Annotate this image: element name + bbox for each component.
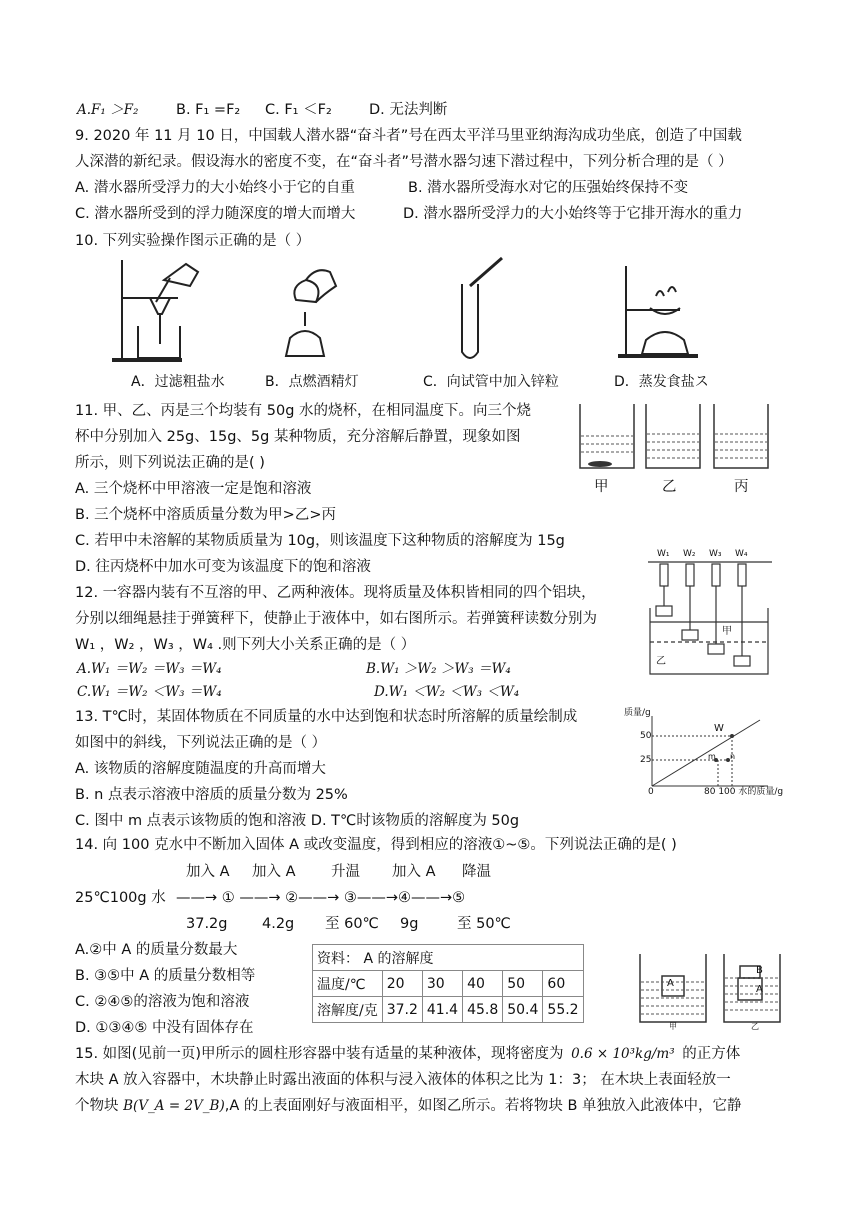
q11-label-bing: 丙	[734, 479, 749, 495]
q12-stem-line3: W₁ ，W₂ ，W₃ ，W₄ .则下列大小关系正确的是（ ）	[75, 637, 416, 653]
q11-stem-line3: 所示，则下列说法正确的是( )	[75, 455, 265, 471]
table-cell: 41.4	[422, 997, 462, 1023]
table-title: 资料： A 的溶解度	[313, 945, 584, 971]
q15-fig-yi: 乙	[751, 1022, 759, 1031]
q8-option-c: C. F₁ ＜F₂	[265, 102, 332, 118]
solubility-table	[312, 944, 584, 1023]
q8-option-b: B. F₁ =F₂	[176, 102, 241, 118]
q15-line3-text: 个物块	[75, 1098, 119, 1114]
q12-fig-jia: 甲	[722, 626, 732, 637]
q14-amt-2: 4.2g	[262, 916, 295, 932]
q15-density: 0.6 × 10³kg/m³	[571, 1046, 675, 1062]
q9-option-a: A. 潜水器所受浮力的大小始终小于它的自重	[75, 180, 355, 196]
q15-fig-block-a2: A	[756, 984, 763, 995]
q12-stem-line2: 分别以细绳悬挂于弹簧秤下，使静止于液体中，如右图所示。若弹簧秤读数分别为	[75, 611, 597, 627]
table-cell: 50.4	[503, 997, 543, 1023]
table-cell: 温度/℃	[313, 971, 383, 997]
table-row-solubility	[313, 997, 584, 1023]
q15-line2: 木块 A 放入容器中，木块静止时露出液面的体积与浸入液体的体积之比为 1：3； 在木块上表面轻放一	[75, 1072, 731, 1088]
q9-option-d: D. 潜水器所受浮力的大小始终等于它排开海水的重力	[403, 206, 743, 222]
q12-fig-w2: W₂	[683, 549, 696, 559]
q14-amt-3: 至 60℃	[325, 916, 379, 932]
q11-label-yi: 乙	[662, 479, 677, 495]
q15-volume-formula: B(V_A = 2V_B)	[123, 1098, 225, 1114]
q13-graph-n: n	[730, 752, 736, 761]
table-cell: 37.2	[382, 997, 422, 1023]
q13-graph-y25: 25	[640, 755, 652, 765]
table-cell: 45.8	[463, 997, 503, 1023]
q15-fig-jia: 甲	[669, 1022, 677, 1031]
q12-fig-w1: W₁	[657, 549, 670, 559]
q13-graph-xlabel: 80 100 水的质量/g	[704, 787, 784, 797]
q11-beakers-figure	[572, 402, 780, 474]
q15-fig-block-b: B	[756, 965, 763, 976]
q12-option-b: B.W₁ ＞W₂ ＞W₃ ＝W₄	[366, 661, 511, 677]
q11-stem-line1: 11. 甲、乙、丙是三个均装有 50g 水的烧杯，在相同温度下。向三个烧	[75, 403, 532, 419]
q14-start: 25℃100g 水	[75, 890, 166, 906]
q13-graph-origin: 0	[648, 787, 654, 797]
q15-line1-tail: 的正方体	[682, 1046, 741, 1062]
q14-op-1: 加入 A	[186, 864, 230, 880]
q11-option-b: B. 三个烧杯中溶质质量分数为甲>乙>丙	[75, 507, 336, 523]
q13-graph-m: m	[708, 752, 716, 761]
table-cell: 40	[463, 971, 503, 997]
q8-option-a: A.F₁ ＞F₂	[77, 102, 139, 118]
q12-fig-w4: W₄	[735, 549, 748, 559]
q10-caption-b: B．点燃酒精灯	[265, 374, 359, 390]
q12-stem-line1: 12. 一容器内装有不互溶的甲、乙两种液体。现将质量及体积皆相同的四个铝块，	[75, 585, 596, 601]
q14-option-b: B. ③⑤中 A 的质量分数相等	[75, 968, 256, 984]
table-cell: 20	[382, 971, 422, 997]
table-row-title	[313, 945, 584, 971]
q10-apparatus-figure	[110, 256, 800, 374]
q11-option-d: D. 往丙烧杯中加水可变为该温度下的饱和溶液	[75, 559, 371, 575]
q14-op-3: 升温	[331, 864, 360, 880]
q13-graph-y50: 50	[640, 731, 652, 741]
q13-stem-line2: 如图中的斜线，下列说法正确的是（ ）	[75, 735, 327, 751]
q14-op-5: 降温	[462, 864, 491, 880]
q14-option-d: D. ①③④⑤ 中没有固体存在	[75, 1020, 254, 1036]
table-cell: 溶解度/克	[313, 997, 383, 1023]
q15-line3-tail: ,A 的上表面刚好与液面相平，如图乙所示。若将物块 B 单独放入此液体中，它静	[224, 1098, 742, 1114]
q11-option-a: A. 三个烧杯中甲溶液一定是饱和溶液	[75, 481, 312, 497]
q14-op-2: 加入 A	[252, 864, 296, 880]
q15-line1-text: 15. 如图(见前一页)甲所示的圆柱形容器中装有适量的某种液体，现将密度为	[75, 1046, 564, 1062]
q12-option-d: D.W₁ ＜W₂ ＜W₃ ＜W₄	[374, 684, 520, 700]
q14-stem: 14. 向 100 克水中不断加入固体 A 或改变温度，得到相应的溶液①~⑤。下列说法正确的是( )	[75, 837, 677, 853]
q8-option-d: D. 无法判断	[369, 102, 448, 118]
table-cell: 60	[543, 971, 583, 997]
q14-option-c: C. ②④⑤的溶液为饱和溶液	[75, 994, 250, 1010]
q10-caption-a: A．过滤粗盐水	[131, 374, 225, 390]
table-cell: 50	[503, 971, 543, 997]
q13-graph-w: W	[714, 723, 724, 734]
q11-stem-line2: 杯中分别加入 25g、15g、5g 某种物质，充分溶解后静置，现象如图	[75, 429, 521, 445]
q13-option-a: A. 该物质的溶解度随温度的升高而增大	[75, 761, 326, 777]
q9-option-b: B. 潜水器所受海水对它的压强始终保持不变	[408, 180, 689, 196]
q10-caption-c: C．向试管中加入锌粒	[423, 374, 559, 390]
q14-chain: ——→ ① ——→ ②——→ ③——→④——→⑤	[176, 890, 466, 906]
q12-option-a: A.W₁ ＝W₂ ＝W₃ ＝W₄	[77, 661, 222, 677]
q14-op-4: 加入 A	[392, 864, 436, 880]
q14-option-a: A.②中 A 的质量分数最大	[75, 942, 238, 958]
q13-option-c-d: C. 图中 m 点表示该物质的饱和溶液 D. T℃时该物质的溶解度为 50g	[75, 813, 520, 829]
table-row-temperature	[313, 971, 584, 997]
q9-stem-line2: 人深潜的新纪录。假设海水的密度不变，在“奋斗者”号潜水器匀速下潜过程中，下列分析合理的是（ ）	[75, 154, 733, 170]
q14-amt-5: 至 50℃	[457, 916, 511, 932]
q15-fig-block-a1: A	[667, 978, 674, 989]
q15-line1	[75, 1044, 740, 1064]
q12-option-c: C.W₁ ＝W₂ ＜W₃ ＝W₄	[77, 684, 222, 700]
table-cell: 55.2	[543, 997, 583, 1023]
q12-fig-yi: 乙	[656, 656, 666, 667]
table-cell: 30	[422, 971, 462, 997]
q10-caption-d: D．蒸发食盐ス	[614, 374, 709, 390]
q14-amt-4: 9g	[400, 916, 419, 932]
q13-graph-ylabel: 质量/g	[624, 708, 651, 718]
q10-stem: 10. 下列实验操作图示正确的是（ ）	[75, 233, 311, 249]
q12-fig-w3: W₃	[709, 549, 722, 559]
q9-option-c: C. 潜水器所受到的浮力随深度的增大而增大	[75, 206, 356, 222]
q9-stem-line1: 9. 2020 年 11 月 10 日，中国载人潜水器“奋斗者”号在西太平洋马里亚纳海沟成功坐底，创造了中国载	[75, 128, 742, 144]
q11-label-jia: 甲	[594, 479, 609, 495]
q13-option-b: B. n 点表示溶液中溶质的质量分数为 25%	[75, 787, 348, 803]
q11-option-c: C. 若甲中未溶解的某物质质量为 10g，则该温度下这种物质的溶解度为 15g	[75, 533, 565, 549]
q14-amt-1: 37.2g	[186, 916, 228, 932]
q13-stem-line1: 13. T℃时，某固体物质在不同质量的水中达到饱和状态时所溶解的质量绘制成	[75, 709, 578, 725]
q15-line3	[75, 1096, 742, 1116]
